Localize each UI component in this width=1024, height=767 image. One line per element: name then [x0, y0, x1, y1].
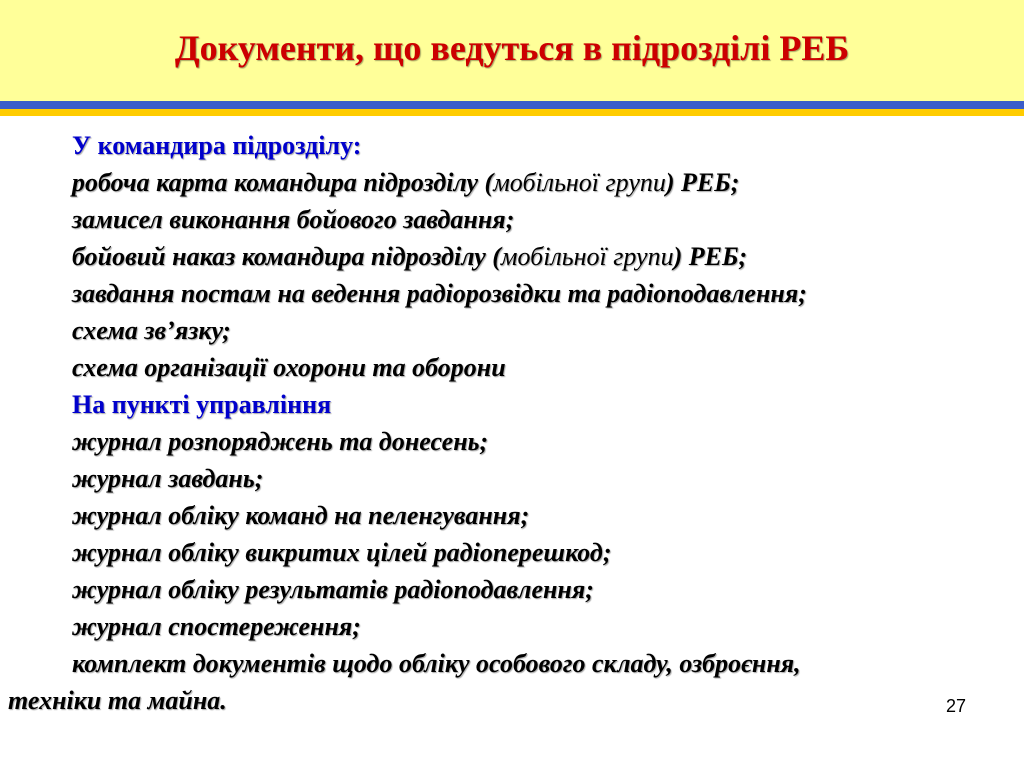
- section-heading-commander: У командира підрозділу:: [72, 131, 362, 160]
- list-item-text: робоча карта командира підрозділу (: [72, 168, 494, 197]
- section-heading-control-point: На пункті управління: [72, 390, 332, 419]
- list-item-text-light: мобільної групи: [500, 242, 674, 271]
- header-stripe-blue: [0, 101, 1024, 109]
- list-item-text: ) РЕБ;: [665, 168, 740, 197]
- list-item-continuation: техніки та майна.: [8, 686, 227, 715]
- list-item: схема зв’язку;: [72, 316, 231, 345]
- list-item: журнал обліку команд на пеленгування;: [72, 501, 530, 530]
- list-item: завдання постам на ведення радіорозвідки та радіоподавлення;: [72, 279, 807, 308]
- list-item: журнал обліку викритих цілей радіоперешкод;: [72, 538, 612, 567]
- slide-content: [8, 127, 998, 719]
- list-item-text: ) РЕБ;: [673, 242, 748, 271]
- list-item: замисел виконання бойового завдання;: [72, 205, 515, 234]
- list-item: журнал обліку результатів радіоподавлення;: [72, 575, 594, 604]
- list-item: журнал завдань;: [72, 464, 264, 493]
- list-item-text: бойовий наказ командира підрозділу (: [72, 242, 501, 271]
- list-item: [8, 238, 998, 275]
- slide-title: Документи, що ведуться в підрозділі РЕБ: [174, 28, 850, 68]
- header-stripe-yellow: [0, 109, 1024, 116]
- list-item-text-light: мобільної групи: [493, 168, 666, 197]
- list-item: комплект документів щодо обліку особового складу, озброєння,: [72, 649, 801, 678]
- page-number: 27: [945, 696, 966, 716]
- list-item: [8, 164, 998, 201]
- list-item: журнал розпоряджень та донесень;: [72, 427, 489, 456]
- list-item: схема організації охорони та оборони: [72, 353, 506, 382]
- list-item: журнал спостереження;: [72, 612, 361, 641]
